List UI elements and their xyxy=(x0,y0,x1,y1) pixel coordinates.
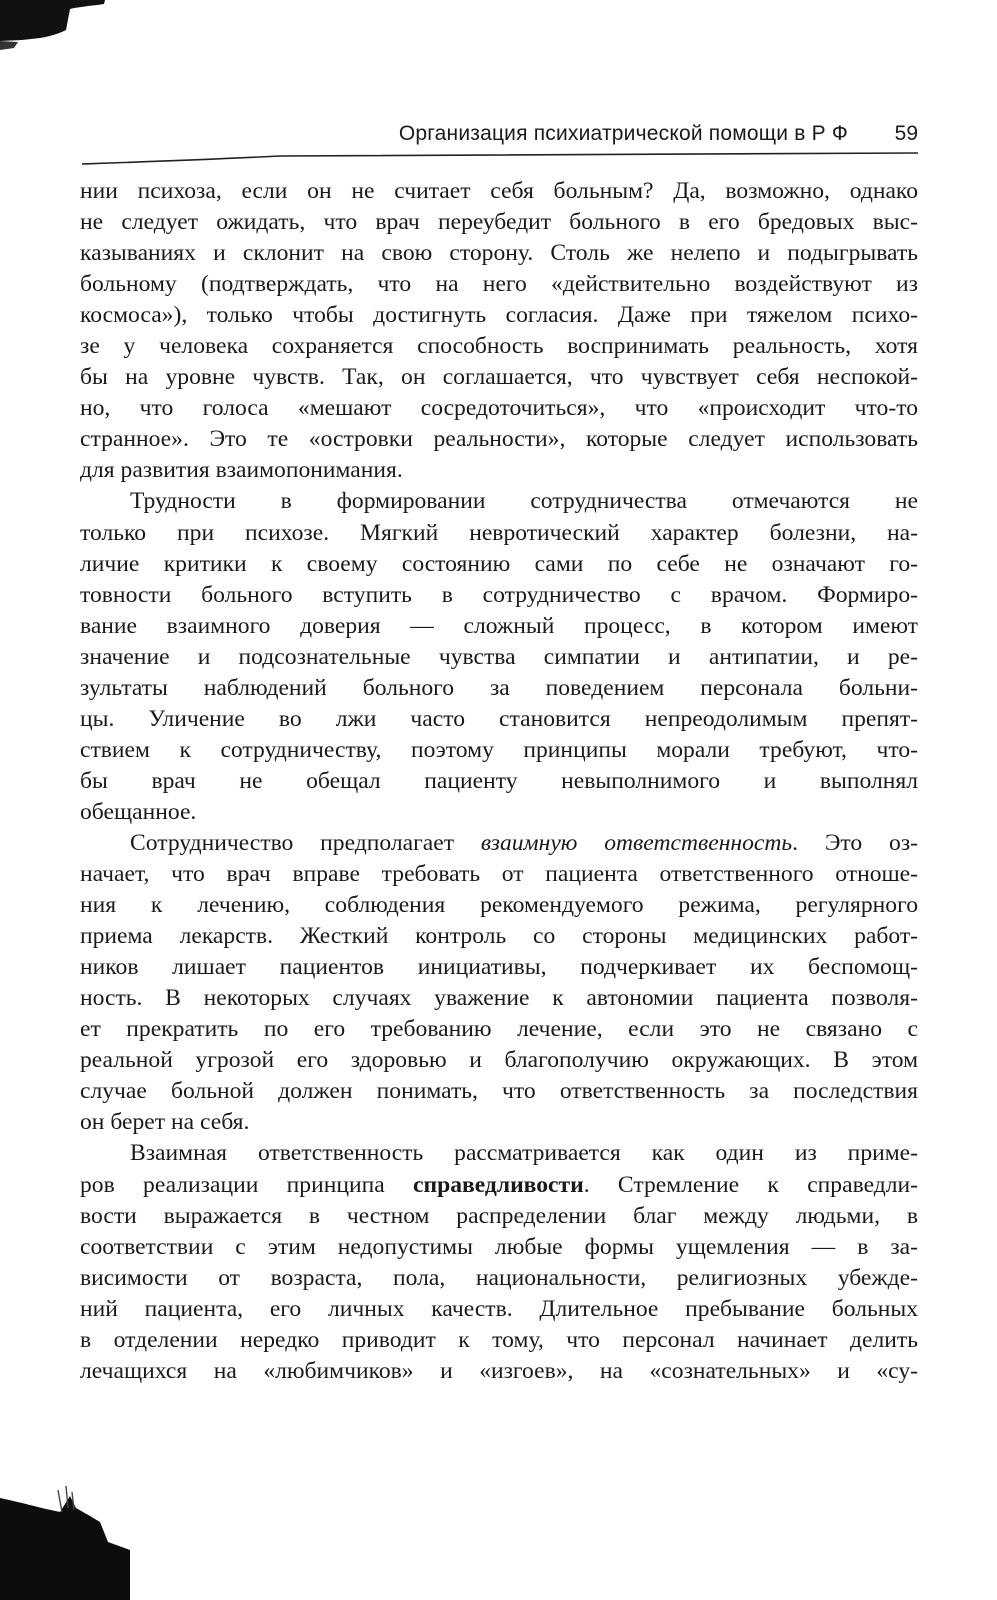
text-line: бы на уровне чувств. Так, он соглашается, что чувствует себя неспокой- xyxy=(80,364,918,391)
text-line: бы врач не обещал пациенту невыполнимого и выполнял xyxy=(80,767,918,794)
text-line: висимости от возраста, пола, национальности, религиозных убежде- xyxy=(80,1264,918,1291)
text-line: только при психозе. Мягкий невротический характер болезни, на- xyxy=(80,519,918,546)
text-line: Трудности в формировании сотрудничества отмечаются не xyxy=(130,488,918,515)
text-line: Взаимная ответственность рассматривается как один из приме- xyxy=(130,1140,918,1167)
text-line: лечащихся на «любимчиков» и «изгоев», на «сознательных» и «су- xyxy=(80,1357,918,1384)
paragraph-3 xyxy=(80,828,918,1138)
text-line: начает, что врач вправе требовать от пациента ответственного отноше- xyxy=(80,861,918,888)
text-line: он берет на себя. xyxy=(80,1109,250,1136)
page-number: 59 xyxy=(894,122,918,145)
text-line: больному (подтверждать, что на него «действительно воздействуют из xyxy=(80,271,918,298)
text-line: случае больной должен понимать, что ответственность за последствия xyxy=(80,1078,918,1105)
text-line: вости выражается в честном распределении благ между людьми, в xyxy=(80,1202,918,1229)
text-line: зе у человека сохраняется способность воспринимать реальность, хотя xyxy=(80,333,918,360)
text-line: товности больного вступить в сотрудничество с врачом. Формиро- xyxy=(80,581,918,608)
text-line: зультаты наблюдений больного за поведением персонала больни- xyxy=(80,674,918,701)
text-line: ников лишает пациентов инициативы, подчеркивает их беспомощ- xyxy=(80,954,918,981)
text-line: нии психоза, если он не считает себя больным? Да, возможно, однако xyxy=(80,178,918,204)
text-line: но, что голоса «мешают сосредоточиться», что «происходит что-то xyxy=(80,395,918,422)
text-run: ров реализации принципа xyxy=(80,1171,414,1198)
text-line: вание взаимного доверия — сложный процесс, в котором имеют xyxy=(80,612,918,639)
text-line: ет прекратить по его требованию лечение, если это не связано с xyxy=(80,1016,918,1043)
body-text xyxy=(80,176,918,1387)
paragraph-1 xyxy=(80,176,918,486)
text-line: цы. Уличение во лжи часто становится непреодолимым препят- xyxy=(80,705,918,732)
text-line: значение и подсознательные чувства симпатии и антипатии, и ре- xyxy=(80,643,918,670)
text-line: ствием к сотрудничеству, поэтому принципы морали требуют, что- xyxy=(80,736,918,763)
scan-shadow-bottom xyxy=(0,1478,130,1600)
running-head-title: Организация психиатрической помощи в Р Ф xyxy=(398,122,848,145)
paragraph-2 xyxy=(80,486,918,828)
text-line: соответствии с этим недопустимы любые формы ущемления — в за- xyxy=(80,1233,918,1260)
text-line: реальной угрозой его здоровью и благополучию окружающих. В этом xyxy=(80,1047,918,1074)
text-line: казываниях и склонит на свою сторону. Столь же нелепо и подыгрывать xyxy=(80,240,918,267)
text-line: обещанное. xyxy=(80,798,197,825)
header-rule xyxy=(80,150,918,166)
text-line: не следует ожидать, что врач переубедит больного в его бредовых выс- xyxy=(80,209,918,236)
text-line: приема лекарств. Жесткий контроль со стороны медицинских работ- xyxy=(80,923,918,950)
text-run: . Стремление к справедли- xyxy=(583,1171,918,1198)
text-run: . Это оз- xyxy=(792,829,918,856)
text-line: для развития взаимопонимания. xyxy=(80,457,403,484)
bold-term: справедливости xyxy=(413,1171,584,1198)
scan-shadow-top xyxy=(0,0,105,52)
text-run: Сотрудничество предполагает xyxy=(130,829,481,856)
text-line: ность. В некоторых случаях уважение к автономии пациента позволя- xyxy=(80,985,918,1012)
running-head xyxy=(80,118,918,154)
paragraph-4 xyxy=(80,1138,918,1386)
text-line: ния к лечению, соблюдения рекомендуемого режима, регулярного xyxy=(80,892,918,919)
text-line: ний пациента, его личных качеств. Длительное пребывание больных xyxy=(80,1295,918,1322)
emphasis-term: взаимную ответственность xyxy=(480,829,793,856)
text-line: личие критики к своему состоянию сами по себе не означают го- xyxy=(80,550,918,577)
text-line: в отделении нередко приводит к тому, что персонал начинает делить xyxy=(80,1326,918,1353)
text-line xyxy=(80,1170,918,1201)
text-line xyxy=(80,828,918,859)
text-line: космоса»), только чтобы достигнуть согласия. Даже при тяжелом психо- xyxy=(80,302,918,329)
text-line: странное». Это те «островки реальности», которые следует использовать xyxy=(80,426,918,453)
